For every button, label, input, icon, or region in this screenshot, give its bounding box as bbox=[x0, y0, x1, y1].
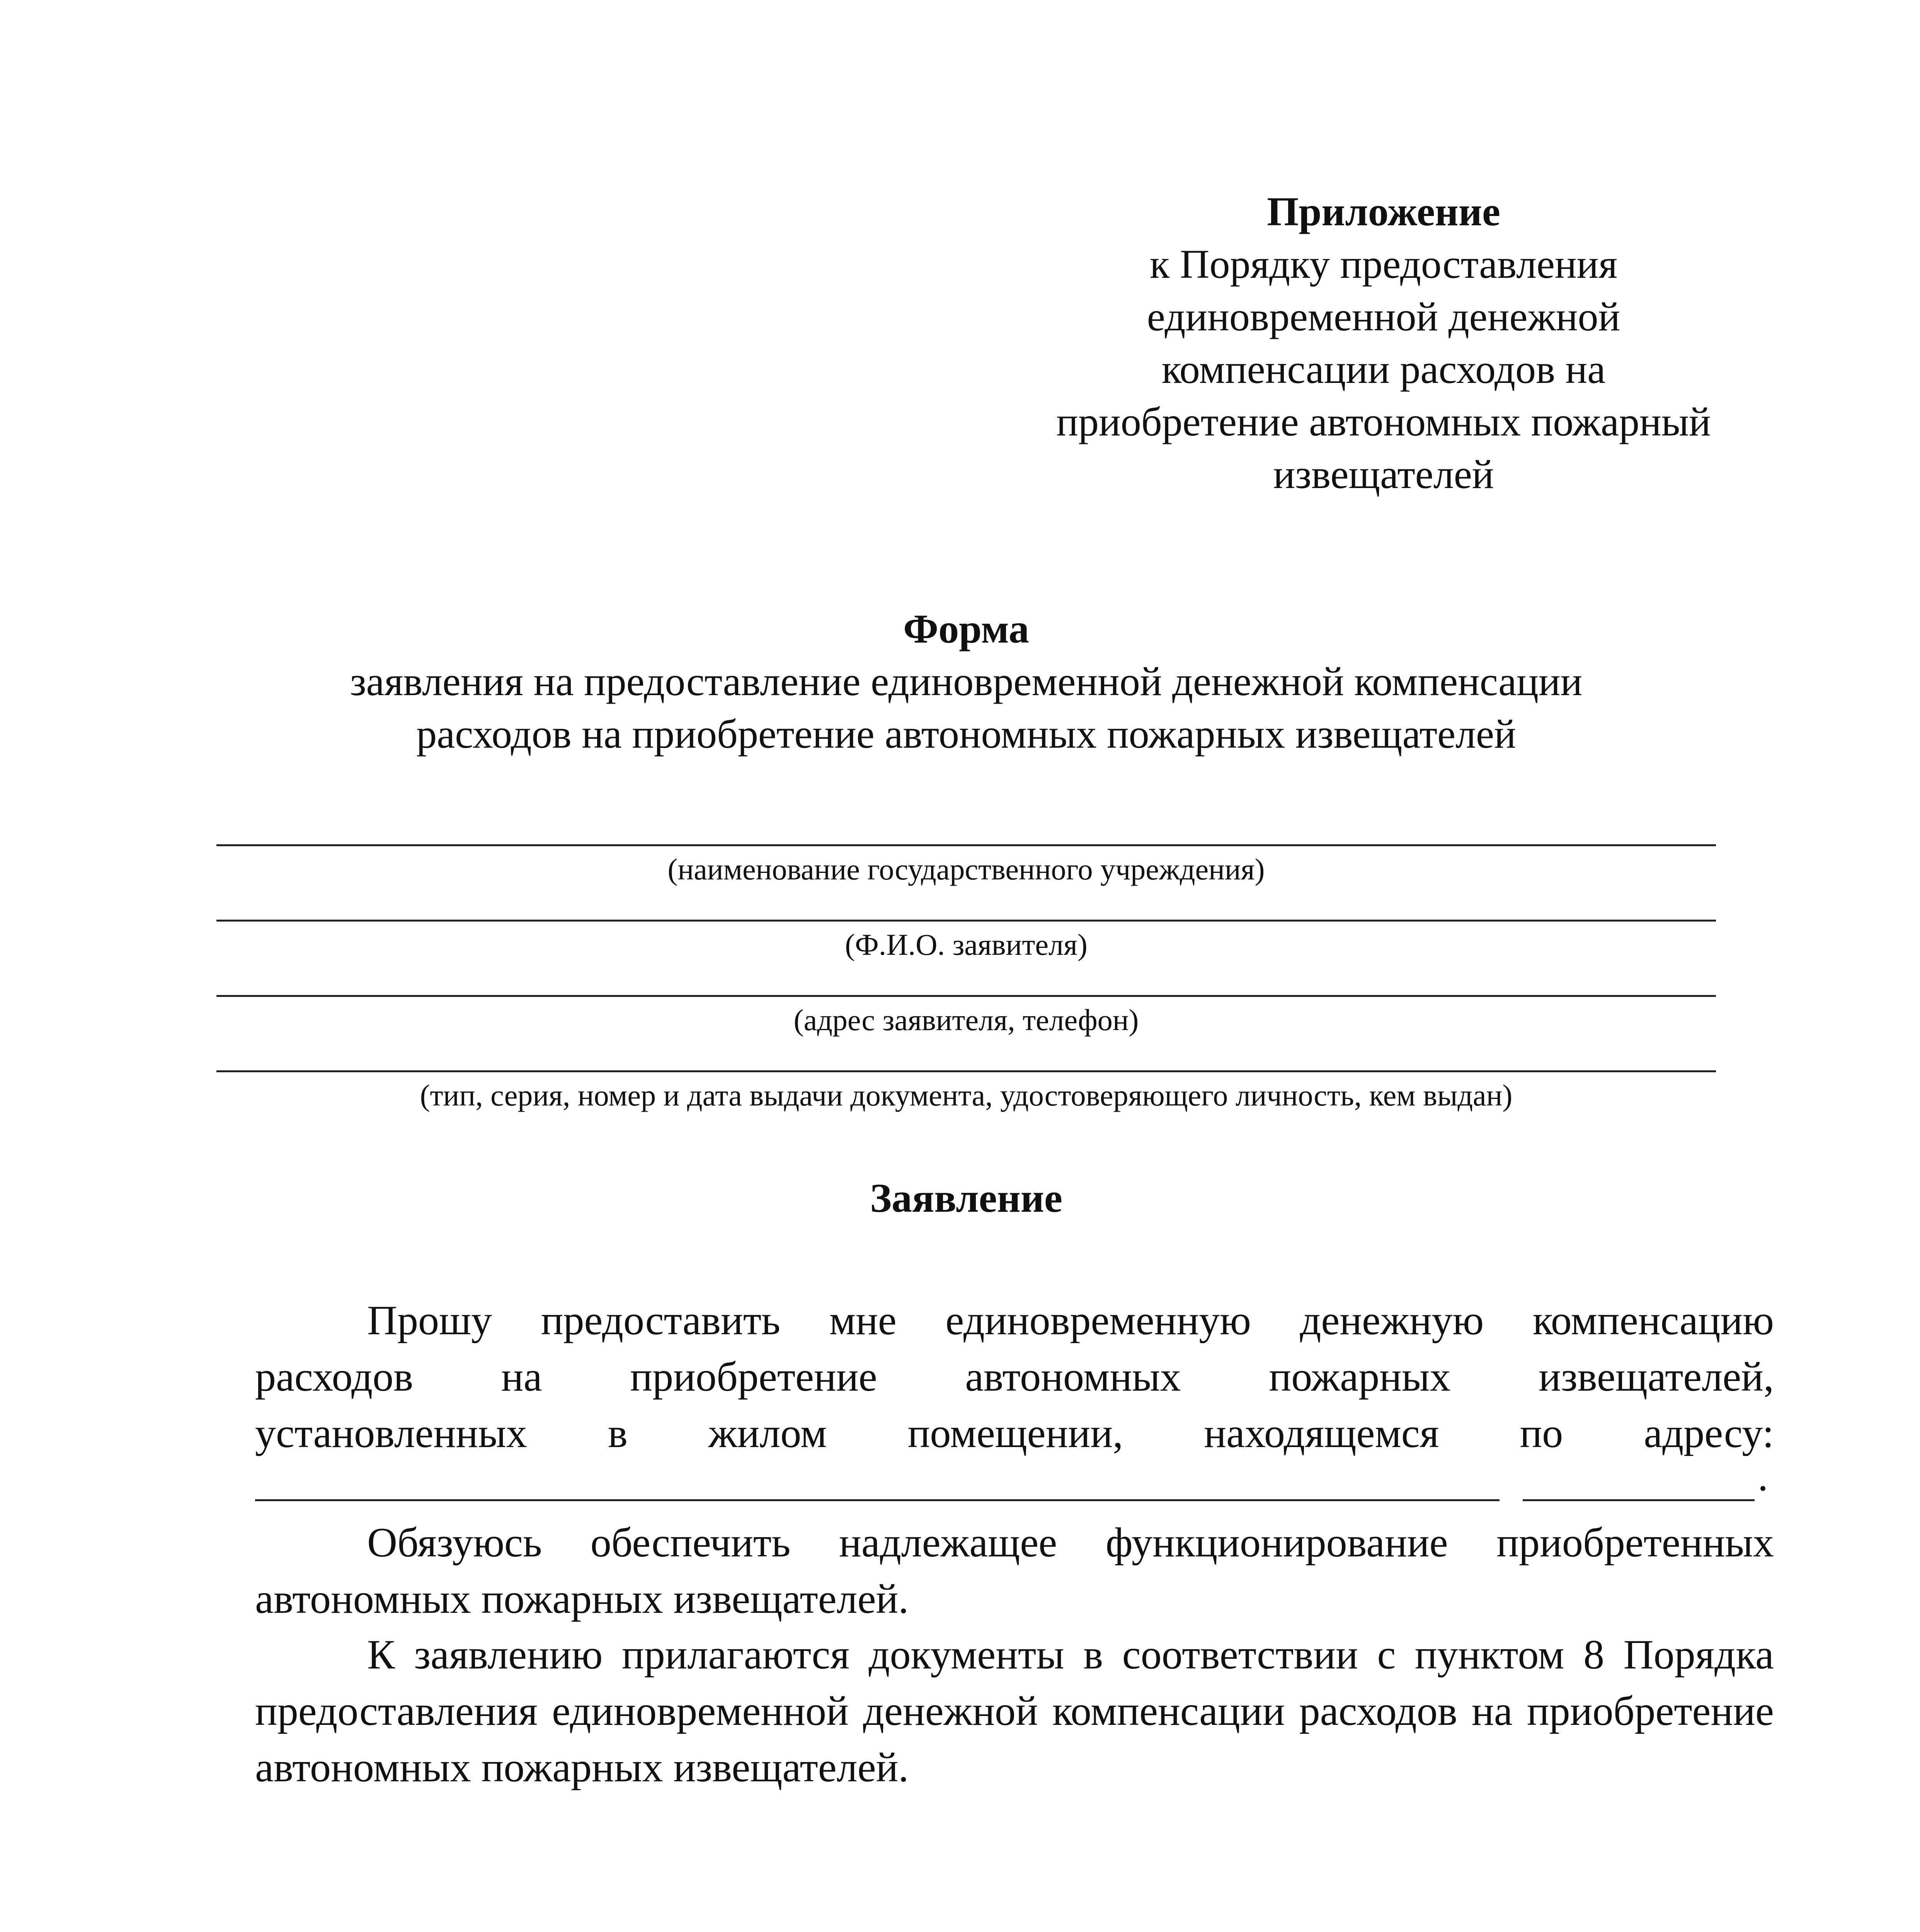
annex-line: к Порядку предоставления bbox=[1149, 242, 1618, 287]
institution-name-caption: (наименование государственного учреждения) bbox=[667, 852, 1265, 886]
address-field[interactable] bbox=[255, 1499, 1500, 1501]
annex-heading: Приложение bbox=[1266, 189, 1500, 234]
statement-paragraph-1 bbox=[255, 1293, 1774, 1462]
applicant-address-caption: (адрес заявителя, телефон) bbox=[793, 1003, 1139, 1037]
annex-line: приобретение автономных пожарный bbox=[1056, 399, 1711, 444]
paragraph-line: расходов на приобретение автономных пожарных извещателей, bbox=[255, 1354, 1774, 1400]
form-subtitle-line: заявления на предоставление единовременной денежной компенсации bbox=[350, 659, 1583, 704]
annex-block bbox=[997, 185, 1770, 501]
statement-paragraph-3: К заявлению прилагаются документы в соответствии с пунктом 8 Порядка предоставления единовременной денежной компенсации расходов на приобретение автономных пожарных извещателей. bbox=[255, 1632, 1774, 1791]
applicant-name-field[interactable] bbox=[216, 920, 1716, 922]
identity-document-field[interactable] bbox=[216, 1070, 1716, 1072]
institution-name-field[interactable] bbox=[216, 844, 1716, 846]
annex-line: извещателей bbox=[1273, 452, 1494, 497]
form-heading-block bbox=[232, 603, 1700, 760]
applicant-name-caption: (Ф.И.О. заявителя) bbox=[845, 928, 1088, 961]
annex-line: компенсации расходов на bbox=[1161, 347, 1606, 392]
paragraph-line: Прошу предоставить мне единовременную денежную компенсацию bbox=[367, 1298, 1774, 1344]
identity-document-caption: (тип, серия, номер и дата выдачи документа, удостоверяющего личность, кем выдан) bbox=[420, 1078, 1513, 1112]
address-end-period: . bbox=[1758, 1454, 1768, 1500]
applicant-address-field[interactable] bbox=[216, 995, 1716, 997]
paragraph-line: установленных в жилом помещении, находящемся по адресу: bbox=[255, 1410, 1774, 1456]
statement-title: Заявление bbox=[870, 1175, 1062, 1221]
annex-line: единовременной денежной bbox=[1147, 294, 1620, 339]
address-field-continuation[interactable] bbox=[1523, 1499, 1755, 1501]
statement-paragraph-2: Обязуюсь обеспечить надлежащее функционирование приобретенных автономных пожарных извещателей. bbox=[255, 1520, 1774, 1622]
form-heading: Форма bbox=[903, 606, 1029, 651]
form-subtitle-line: расходов на приобретение автономных пожарных извещателей bbox=[416, 711, 1516, 757]
